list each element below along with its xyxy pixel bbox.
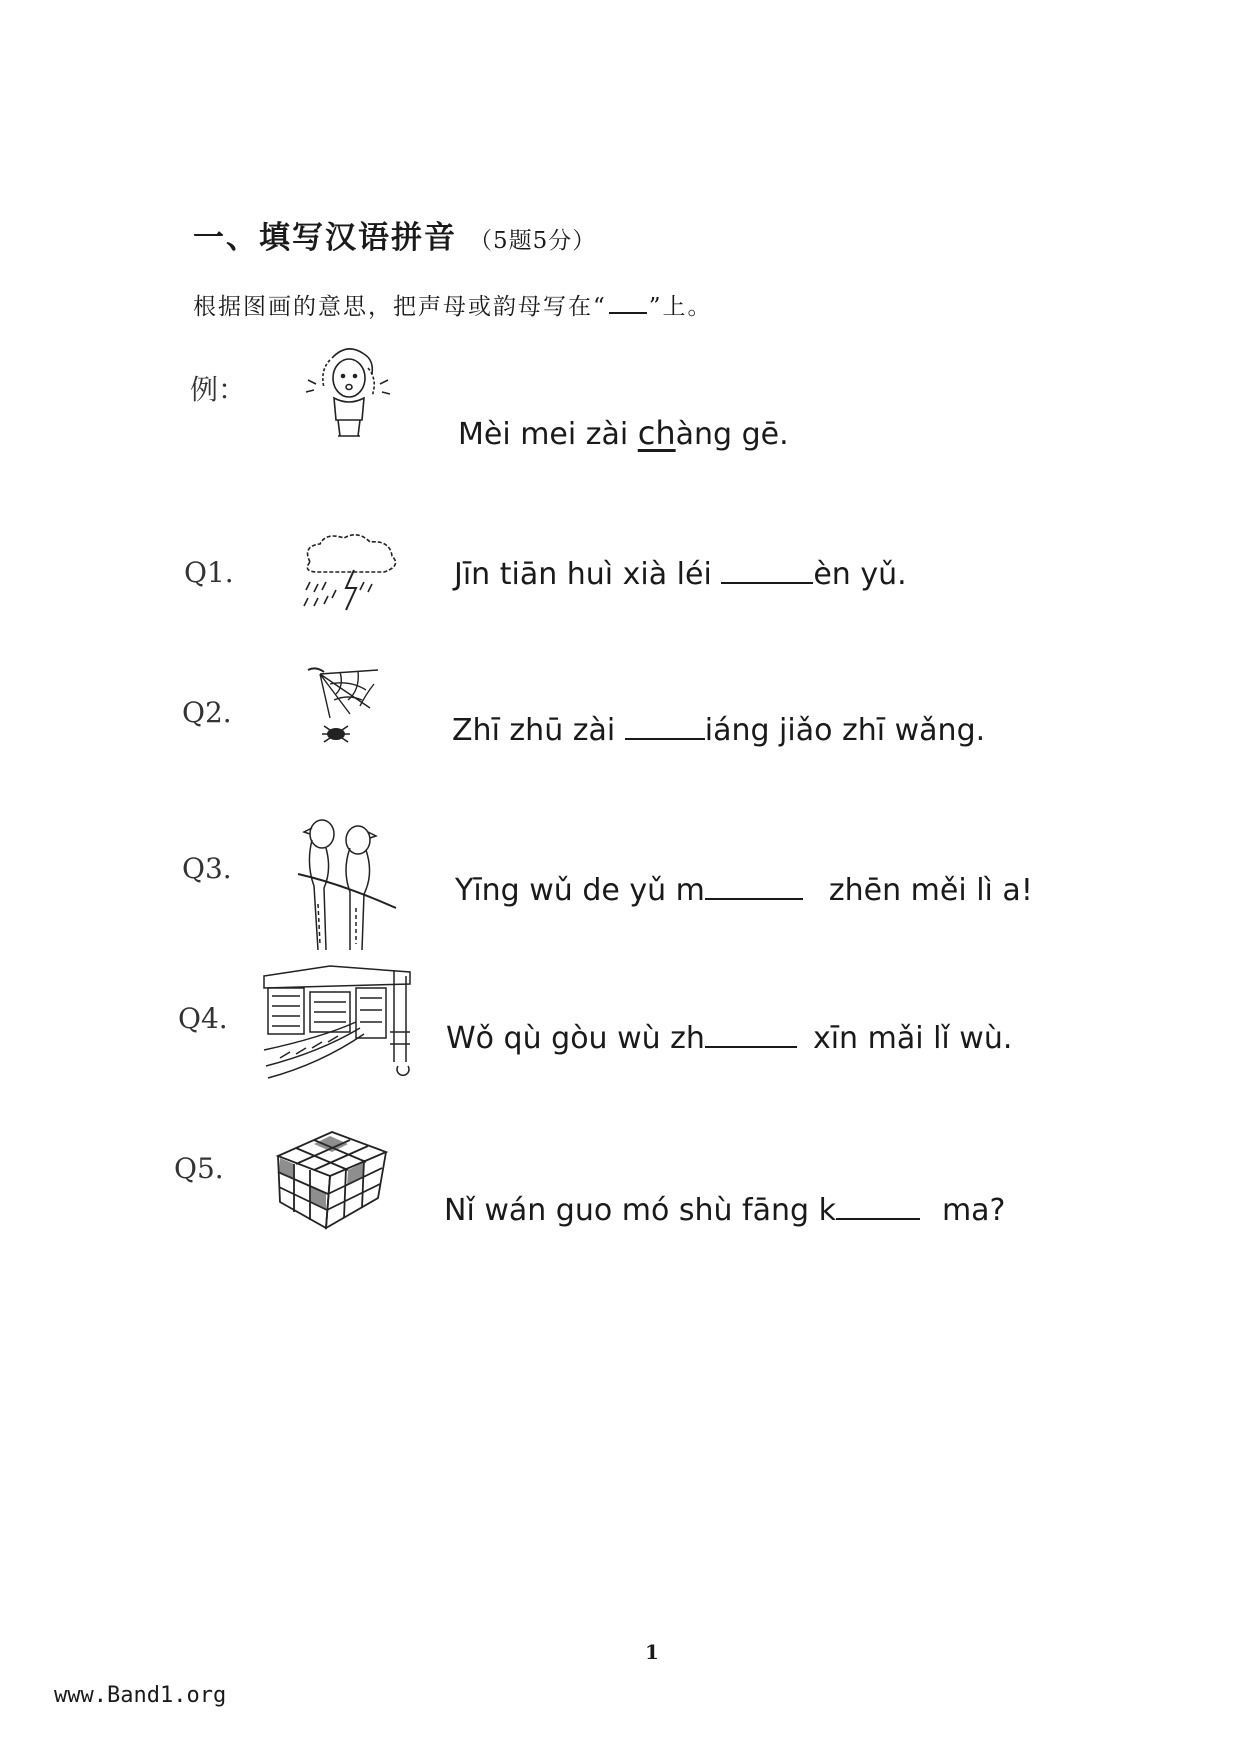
spider-web-icon	[300, 664, 386, 748]
page-number: 1	[645, 1640, 659, 1664]
example-text-post: àng gē.	[675, 417, 789, 452]
q2-label: Q2.	[182, 696, 232, 729]
example-text-pre: Mèi mei zài	[458, 417, 638, 452]
q3-text-post: zhēn měi lì a!	[828, 873, 1033, 908]
example-answer: ch	[637, 414, 676, 452]
q4-text-pre: Wǒ qù gòu wù zh	[446, 1021, 705, 1056]
q2-text-post: iáng jiǎo zhī wǎng.	[704, 713, 986, 748]
example-label: 例：	[190, 373, 247, 406]
q1-sentence	[454, 556, 907, 592]
section-title-text: 一、填写汉语拼音	[193, 220, 457, 256]
q1-text-pre: Jīn tiān huì xià léi	[454, 557, 722, 592]
section-score: （5题5分）	[469, 228, 597, 254]
q1-text-post: èn yǔ.	[813, 557, 907, 592]
q2-answer-blank[interactable]	[625, 712, 705, 740]
shopping-mall-icon	[260, 962, 424, 1080]
instruction-text-pre: 根据图画的意思，把声母或韵母写在“	[193, 294, 607, 320]
q5-text-post: ma?	[941, 1193, 1006, 1228]
q3-answer-blank[interactable]	[705, 872, 803, 900]
singing-girl-icon	[302, 340, 392, 440]
thunderstorm-icon	[296, 532, 406, 617]
parrots-icon	[292, 804, 400, 954]
q5-text-pre: Nǐ wán guo mó shù fāng k	[444, 1193, 836, 1228]
q5-sentence	[444, 1192, 1005, 1228]
example-sentence	[458, 414, 789, 452]
q4-text-post: xīn mǎi lǐ wù.	[812, 1021, 1013, 1056]
instruction-text-post: ”上。	[648, 294, 713, 320]
q4-answer-blank[interactable]	[705, 1020, 797, 1048]
section-title	[193, 212, 596, 257]
q4-label: Q4.	[178, 1002, 228, 1035]
q5-label: Q5.	[174, 1152, 224, 1185]
q3-sentence	[455, 872, 1033, 908]
q2-text-pre: Zhī zhū zài	[452, 713, 625, 748]
q4-sentence	[446, 1020, 1012, 1056]
q2-sentence	[452, 712, 985, 748]
q1-label: Q1.	[184, 556, 234, 589]
footer-url[interactable]: www.Band1.org	[54, 1683, 227, 1708]
instruction	[193, 288, 713, 321]
rubiks-cube-icon	[270, 1124, 392, 1230]
q3-text-pre: Yīng wǔ de yǔ m	[455, 873, 705, 908]
instruction-blank	[609, 296, 647, 314]
q3-label: Q3.	[182, 852, 232, 885]
q5-answer-blank[interactable]	[836, 1192, 920, 1220]
q1-answer-blank[interactable]	[721, 556, 813, 584]
